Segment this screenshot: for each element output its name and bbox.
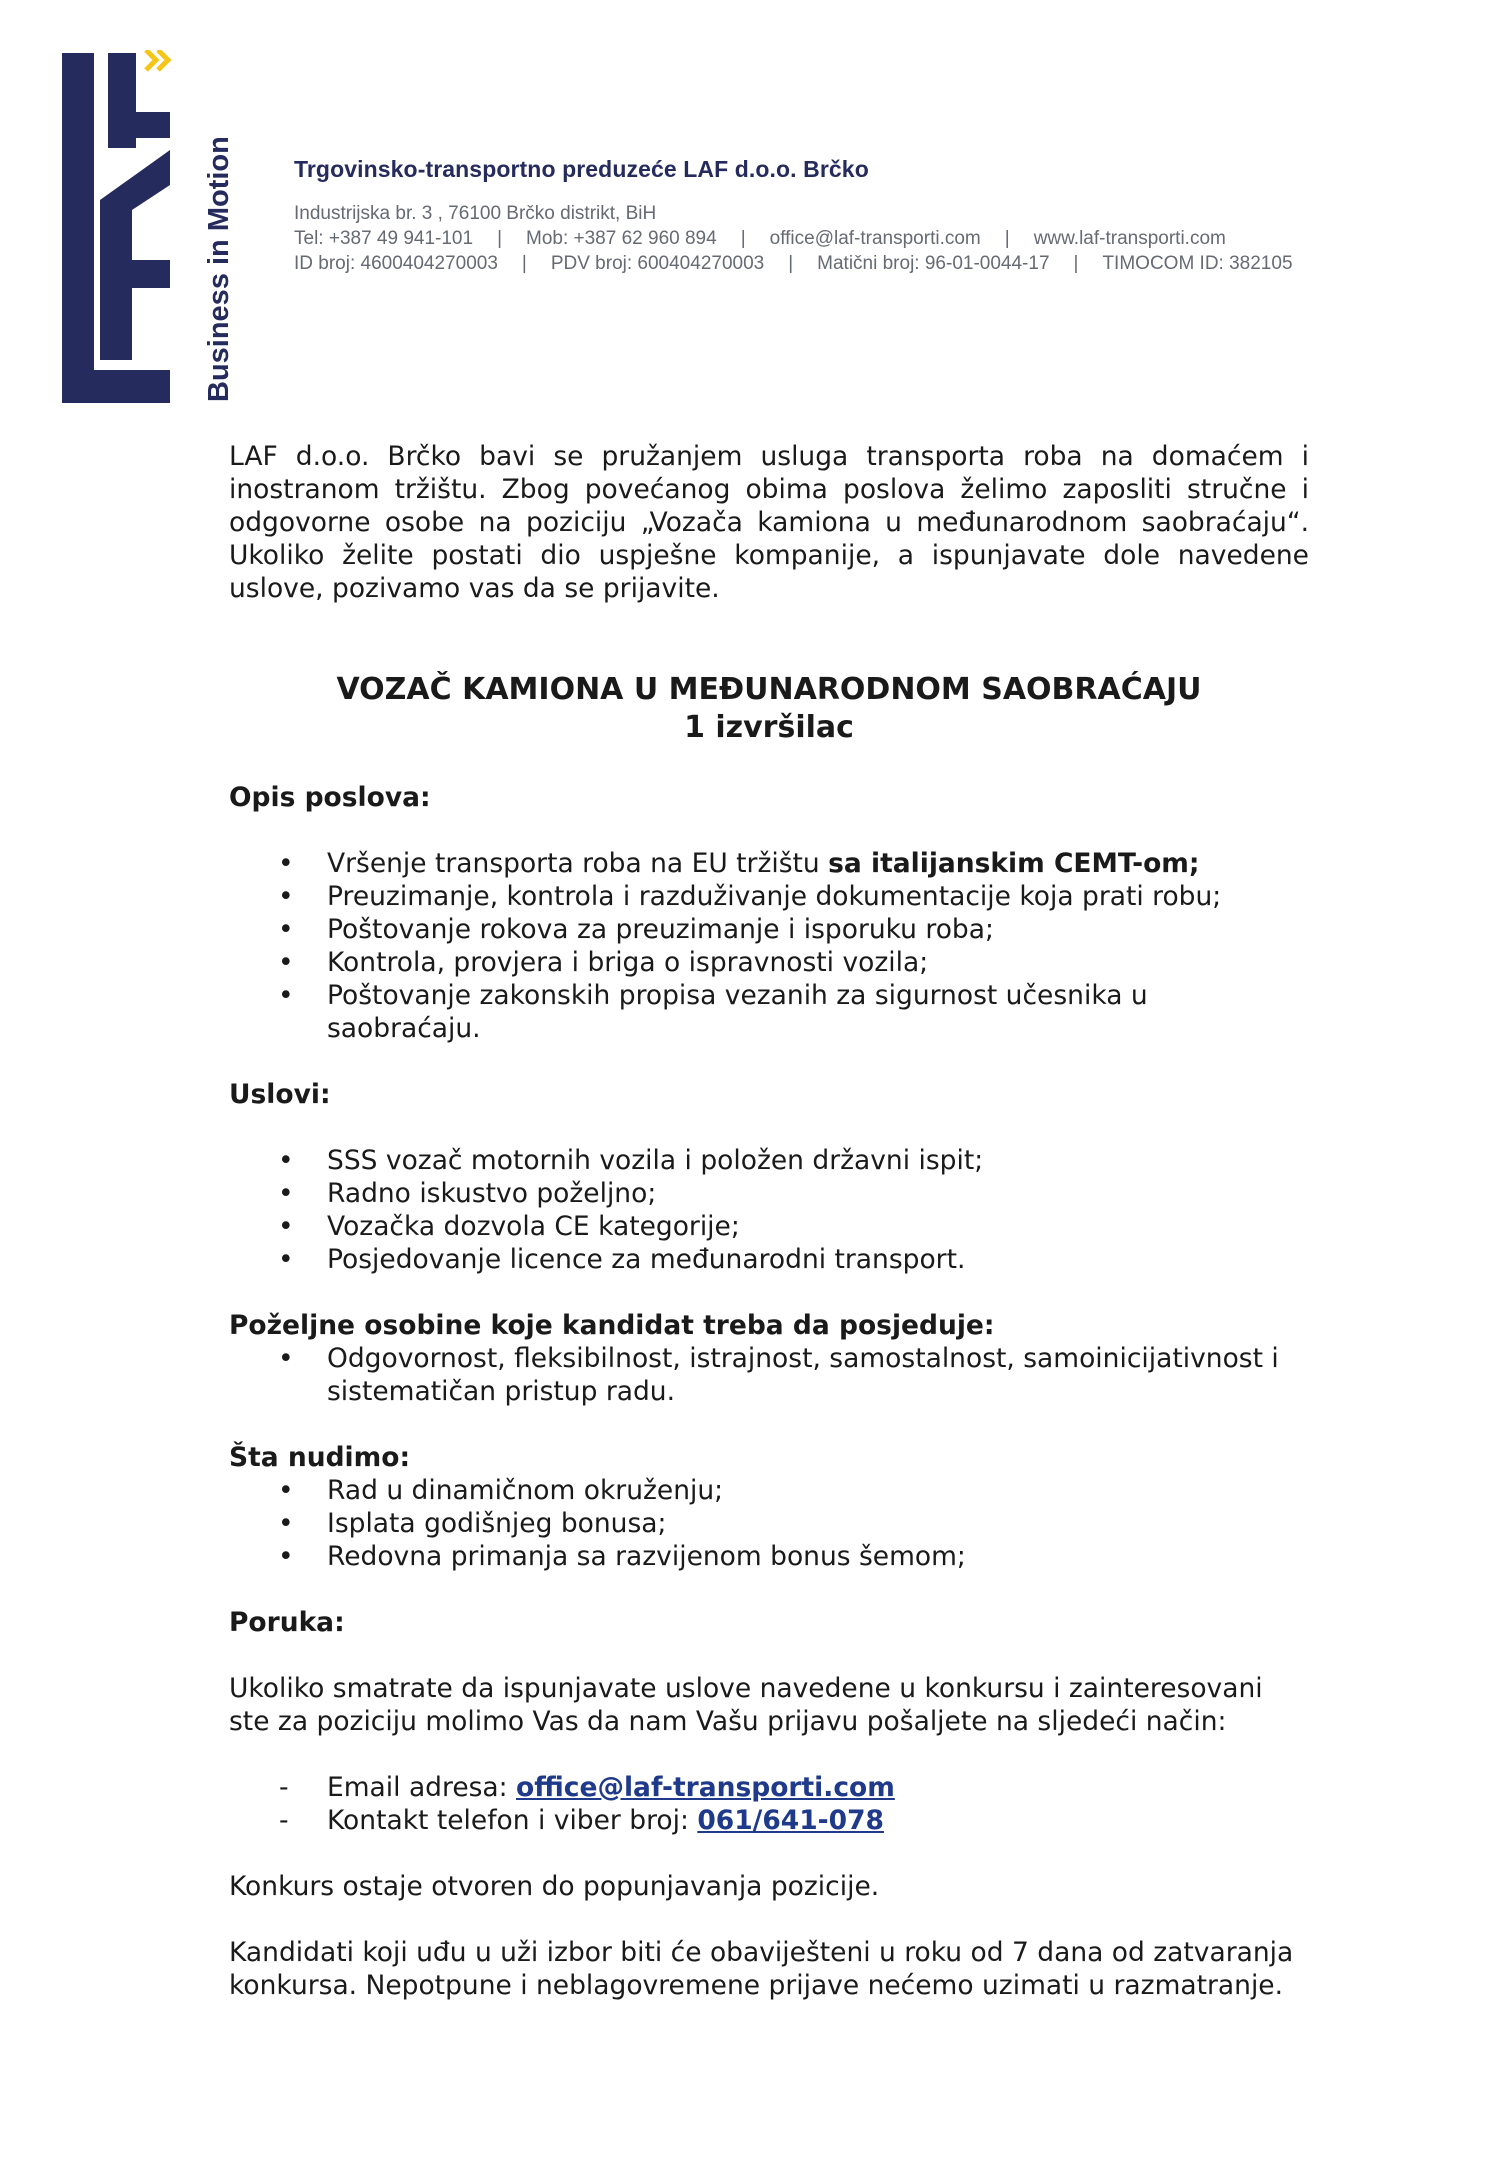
bullet-icon: • [278,881,294,912]
dash-icon: - [279,1805,289,1836]
list-item [229,1243,1309,1276]
list-item [229,1474,1309,1507]
list-item-bold: sa italijanskim CEMT-om; [828,848,1200,879]
bullet-icon: • [278,1211,294,1242]
list-item-text: Redovna primanja sa razvijenom bonus šemom; [327,1541,966,1572]
intro-paragraph: LAF d.o.o. Brčko bavi se pružanjem usluga transporta roba na domaćem i inostranom tržištu. Zbog povećanog obima poslova želimo zaposliti stručne i odgovorne osobe na poziciju „Vozača kamiona u međunarodnom saobraćaju“. Ukoliko želite postati dio uspješne kompanije, a ispunjavate dole navedene uslove, pozivamo vas da se prijavite. [229,441,1309,604]
list-item-text: Poštovanje zakonskih propisa vezanih za sigurnost učesnika u saobraćaju. [327,980,1148,1044]
list-item [229,847,1309,880]
bullet-icon: • [278,1508,294,1539]
pdv-broj: PDV broj: 600404270003 [550,253,765,274]
web-text: www.laf-transporti.com [1033,228,1226,249]
list-item-text: Odgovornost, fleksibilnost, istrajnost, samostalnost, samoinicijativnost i sistematičan pristup radu. [327,1343,1279,1407]
phone-link[interactable]: 061/641-078 [697,1805,884,1836]
list-item [229,913,1309,946]
mob-text: Mob: +387 62 960 894 [526,228,717,249]
list-item-text: SSS vozač motornih vozila i položen državni ispit; [327,1145,984,1176]
list-item-text: Poštovanje rokova za preuzimanje i isporuku roba; [327,914,994,945]
id-broj: ID broj: 4600404270003 [294,253,498,274]
timocom-id: TIMOCOM ID: 382105 [1102,253,1293,274]
company-name: Trgovinsko-transportno preduzeće LAF d.o.o. Brčko [294,156,869,182]
list-item-text: Preuzimanje, kontrola i razduživanje dokumentacije koja prati robu; [327,881,1222,912]
email-text: office@laf-transporti.com [769,228,981,249]
email-link[interactable]: office@laf-transporti.com [516,1772,895,1803]
email-label: Email adresa: [327,1772,517,1803]
contact-phone [229,1804,1309,1837]
laf-logo [60,50,240,410]
bullet-icon: • [278,1343,294,1374]
list-item-text: Isplata godišnjeg bonusa; [327,1508,667,1539]
nudimo-heading: Šta nudimo: [229,1442,411,1473]
list-item-text: Radno iskustvo poželjno; [327,1178,657,1209]
list-item-text: Posjedovanje licence za međunarodni transport. [327,1244,966,1275]
bullet-icon: • [278,914,294,945]
separator: | [788,253,794,274]
bullet-icon: • [278,947,294,978]
list-item [229,946,1309,979]
tel-text: Tel: +387 49 941-101 [294,228,474,249]
letterhead-info [294,156,1293,276]
uslovi-list [229,1144,1309,1276]
separator: | [521,253,527,274]
list-item [229,979,1309,1045]
poruka-text: Ukoliko smatrate da ispunjavate uslove navedene u konkursu i zainteresovani ste za poziciju molimo Vas da nam Vašu prijavu pošaljete na sljedeći način: [229,1673,1263,1737]
dash-icon: - [279,1772,289,1803]
bullet-icon: • [278,1145,294,1176]
list-item [229,1342,1309,1408]
logo-tagline: Business in Motion [203,136,235,402]
osobine-heading: Poželjne osobine koje kandidat treba da posjeduje: [229,1310,995,1341]
konkurs-open-text: Konkurs ostaje otvoren do popunjavanja pozicije. [229,1871,880,1902]
separator: | [1073,253,1079,274]
bullet-icon: • [278,980,294,1011]
address-line: Industrijska br. 3 , 76100 Brčko distrikt, BiH [294,203,657,224]
list-item [229,1177,1309,1210]
list-item-text: Kontrola, provjera i briga o ispravnosti vozila; [327,947,929,978]
list-item [229,880,1309,913]
list-item [229,1540,1309,1573]
job-title-text: VOZAČ KAMIONA U MEĐUNARODNOM SAOBRAĆAJU [336,672,1202,707]
job-count: 1 izvršilac [684,710,854,745]
list-item [229,1210,1309,1243]
list-item [229,1507,1309,1540]
ids-line [294,251,1293,276]
opis-heading: Opis poslova: [229,782,431,813]
uslovi-heading: Uslovi: [229,1079,331,1110]
maticni-broj: Matični broj: 96-01-0044-17 [817,253,1050,274]
list-item-text: Rad u dinamičnom okruženju; [327,1475,724,1506]
list-item [229,1144,1309,1177]
bullet-icon: • [278,1244,294,1275]
bullet-icon: • [278,1541,294,1572]
opis-list [229,847,1309,1045]
nudimo-list [229,1474,1309,1573]
poruka-heading: Poruka: [229,1607,345,1638]
separator: | [740,228,746,249]
bullet-icon: • [278,1475,294,1506]
bullet-icon: • [278,848,294,879]
document-body [229,440,1309,2002]
list-item-text: Vršenje transporta roba na EU tržištu [327,848,829,879]
closing-text: Kandidati koji uđu u uži izbor biti će obaviješteni u roku od 7 dana od zatvaranja konkursa. Nepotpune i neblagovremene prijave nećemo uzimati u razmatranje. [229,1937,1294,2001]
list-item-text: Vozačka dozvola CE kategorije; [327,1211,740,1242]
contact-list [229,1771,1309,1837]
job-title [229,671,1309,747]
phone-label: Kontakt telefon i viber broj: [327,1805,698,1836]
osobine-list [229,1342,1309,1408]
separator: | [497,228,502,249]
bullet-icon: • [278,1178,294,1209]
contact-email [229,1771,1309,1804]
separator: | [1004,228,1010,249]
contact-line [294,226,1293,251]
